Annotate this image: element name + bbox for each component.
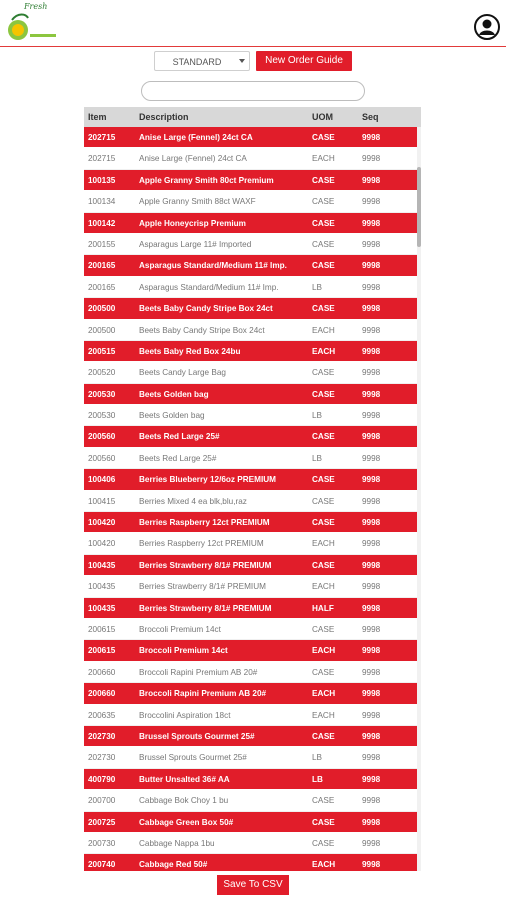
cell-description: Beets Baby Candy Stripe Box 24ct [139, 325, 265, 335]
cell-uom: CASE [312, 175, 335, 185]
cell-seq: 9998 [362, 218, 381, 228]
cell-seq: 9998 [362, 475, 381, 485]
cell-seq: 9998 [362, 175, 381, 185]
table-row[interactable] [84, 384, 417, 405]
table-row[interactable] [84, 812, 417, 833]
cell-seq: 9998 [362, 624, 381, 634]
cell-item: 100420 [88, 539, 116, 549]
cell-description: Apple Granny Smith 88ct WAXF [139, 197, 256, 207]
cell-item: 200530 [88, 389, 116, 399]
logo-text: Fresh [24, 2, 48, 11]
cell-item: 200165 [88, 261, 116, 271]
table-row[interactable] [84, 705, 417, 726]
cell-uom: EACH [312, 646, 336, 656]
cell-item: 200635 [88, 710, 116, 720]
cell-seq: 9998 [362, 796, 381, 806]
cell-description: Beets Golden bag [139, 389, 209, 399]
table-row[interactable] [84, 170, 417, 191]
column-header-seq[interactable]: Seq [362, 112, 379, 122]
cell-item: 200500 [88, 325, 116, 335]
cell-item: 200515 [88, 346, 116, 356]
table-scrollbar[interactable] [417, 127, 421, 871]
guide-select[interactable] [154, 51, 250, 71]
cell-seq: 9998 [362, 838, 381, 848]
cell-uom: CASE [312, 197, 335, 207]
table-row[interactable] [84, 640, 417, 661]
table-row[interactable] [84, 598, 417, 619]
controls-bar [0, 51, 506, 75]
cell-description: Beets Red Large 25# [139, 432, 220, 442]
search-input[interactable] [141, 81, 365, 101]
table-row[interactable] [84, 191, 417, 212]
cell-item: 202715 [88, 154, 116, 164]
cell-uom: EACH [312, 325, 335, 335]
cell-seq: 9998 [362, 346, 381, 356]
cell-item: 200155 [88, 239, 116, 249]
cell-seq: 9998 [362, 411, 381, 421]
save-to-csv-button[interactable]: Save To CSV [217, 875, 289, 895]
cell-seq: 9998 [362, 539, 381, 549]
cell-description: Beets Candy Large Bag [139, 368, 226, 378]
cell-description: Berries Mixed 4 ea blk,blu,raz [139, 496, 247, 506]
cell-uom: CASE [312, 560, 335, 570]
cell-uom: HALF [312, 603, 334, 613]
table-row[interactable] [84, 662, 417, 683]
cell-description: Cabbage Green Box 50# [139, 817, 234, 827]
cell-seq: 9998 [362, 667, 381, 677]
cell-seq: 9998 [362, 518, 381, 528]
cell-description: Asparagus Large 11# Imported [139, 239, 252, 249]
cell-uom: CASE [312, 496, 335, 506]
table-row[interactable] [84, 555, 417, 576]
cell-item: 100420 [88, 518, 116, 528]
cell-seq: 9998 [362, 774, 381, 784]
cell-uom: CASE [312, 304, 335, 314]
cell-uom: CASE [312, 239, 335, 249]
cell-uom: CASE [312, 667, 335, 677]
cell-item: 200660 [88, 667, 116, 677]
table-row[interactable] [84, 255, 417, 276]
cell-seq: 9998 [362, 133, 381, 142]
cell-seq: 9998 [362, 304, 381, 314]
cell-item: 200740 [88, 860, 116, 870]
cell-uom: LB [312, 411, 323, 421]
cell-item: 100142 [88, 218, 116, 228]
cell-description: Butter Unsalted 36# AA [139, 774, 230, 784]
top-bar [0, 0, 506, 47]
table-row[interactable] [84, 683, 417, 704]
cell-uom: CASE [312, 218, 335, 228]
cell-item: 200560 [88, 453, 116, 463]
cell-item: 200530 [88, 411, 116, 421]
cell-uom: CASE [312, 475, 335, 485]
cell-description: Broccoli Rapini Premium AB 20# [139, 689, 267, 699]
cell-uom: EACH [312, 539, 335, 549]
cell-item: 200520 [88, 368, 116, 378]
table-row[interactable] [84, 533, 417, 554]
table-row[interactable] [84, 448, 417, 469]
table-row[interactable] [84, 769, 417, 790]
column-header-item[interactable]: Item [88, 112, 107, 122]
table-row[interactable] [84, 491, 417, 512]
table-row[interactable] [84, 854, 417, 871]
cell-seq: 9998 [362, 560, 381, 570]
cell-item: 202730 [88, 731, 116, 741]
cell-description: Berries Strawberry 8/1# PREMIUM [139, 603, 272, 613]
cell-description: Brussel Sprouts Gourmet 25# [139, 753, 247, 763]
cell-description: Broccoli Rapini Premium AB 20# [139, 667, 258, 677]
cell-seq: 9998 [362, 282, 381, 292]
column-header-description[interactable]: Description [139, 112, 189, 122]
cell-seq: 9998 [362, 261, 381, 271]
cell-uom: CASE [312, 731, 335, 741]
cell-description: Anise Large (Fennel) 24ct CA [139, 154, 247, 164]
cell-uom: EACH [312, 689, 336, 699]
cell-seq: 9998 [362, 710, 381, 720]
cell-description: Beets Red Large 25# [139, 453, 217, 463]
logo-icon [6, 10, 58, 44]
cell-uom: CASE [312, 796, 335, 806]
cell-seq: 9998 [362, 154, 381, 164]
cell-seq: 9998 [362, 603, 381, 613]
user-avatar-icon[interactable] [474, 14, 500, 40]
cell-description: Broccoli Premium 14ct [139, 646, 228, 656]
cell-uom: LB [312, 282, 323, 292]
cell-uom: EACH [312, 710, 335, 720]
cell-seq: 9998 [362, 689, 381, 699]
cell-item: 100135 [88, 175, 116, 185]
cell-description: Cabbage Nappa 1bu [139, 838, 215, 848]
cell-item: 200700 [88, 796, 116, 806]
cell-description: Berries Strawberry 8/1# PREMIUM [139, 582, 266, 592]
cell-seq: 9998 [362, 325, 381, 335]
table-row[interactable] [84, 362, 417, 383]
cell-description: Beets Golden bag [139, 411, 205, 421]
cell-uom: LB [312, 753, 323, 763]
cell-uom: CASE [312, 432, 335, 442]
cell-uom: CASE [312, 261, 335, 271]
cell-item: 100134 [88, 197, 116, 207]
table-row[interactable] [84, 512, 417, 533]
cell-uom: EACH [312, 860, 336, 870]
table-row[interactable] [84, 790, 417, 811]
cell-seq: 9998 [362, 239, 381, 249]
cell-description: Cabbage Bok Choy 1 bu [139, 796, 229, 806]
cell-description: Brussel Sprouts Gourmet 25# [139, 731, 255, 741]
cell-item: 100415 [88, 496, 116, 506]
cell-seq: 9998 [362, 432, 381, 442]
cell-item: 100435 [88, 582, 116, 592]
cell-item: 200165 [88, 282, 116, 292]
cell-uom: CASE [312, 133, 335, 142]
table-row[interactable] [84, 320, 417, 341]
cell-item: 202715 [88, 133, 116, 142]
cell-item: 200615 [88, 646, 116, 656]
cell-item: 100435 [88, 603, 116, 613]
table-row[interactable] [84, 469, 417, 490]
cell-item: 202730 [88, 753, 116, 763]
cell-uom: EACH [312, 346, 336, 356]
table-row[interactable] [84, 726, 417, 747]
cell-seq: 9998 [362, 817, 381, 827]
cell-uom: LB [312, 774, 323, 784]
table-row[interactable] [84, 148, 417, 169]
table-row[interactable] [84, 619, 417, 640]
cell-item: 200660 [88, 689, 116, 699]
guide-select-value: STANDARD [172, 57, 222, 67]
cell-seq: 9998 [362, 368, 381, 378]
cell-seq: 9998 [362, 453, 381, 463]
table-row[interactable] [84, 747, 417, 768]
cell-seq: 9998 [362, 389, 381, 399]
cell-uom: EACH [312, 154, 335, 164]
cell-item: 200500 [88, 304, 116, 314]
cell-description: Apple Honeycrisp Premium [139, 218, 246, 228]
table-row[interactable] [84, 298, 417, 319]
cell-item: 200730 [88, 838, 116, 848]
cell-seq: 9998 [362, 731, 381, 741]
cell-description: Asparagus Standard/Medium 11# Imp. [139, 282, 279, 292]
cell-seq: 9998 [362, 753, 381, 763]
cell-description: Broccoli Premium 14ct [139, 624, 221, 634]
chevron-down-icon [239, 59, 245, 63]
cell-uom: CASE [312, 368, 335, 378]
cell-item: 200560 [88, 432, 116, 442]
table-row[interactable] [84, 127, 417, 148]
table-row[interactable] [84, 576, 417, 597]
cell-item: 100435 [88, 560, 116, 570]
order-guide-table [84, 107, 421, 871]
table-row[interactable] [84, 277, 417, 298]
table-row[interactable] [84, 426, 417, 447]
table-body [84, 127, 417, 871]
table-row[interactable] [84, 341, 417, 362]
cell-description: Beets Baby Candy Stripe Box 24ct [139, 304, 273, 314]
cell-uom: EACH [312, 582, 335, 592]
cell-uom: CASE [312, 817, 335, 827]
table-row[interactable] [84, 833, 417, 854]
cell-description: Broccolini Aspiration 18ct [139, 710, 231, 720]
cell-description: Berries Raspberry 12ct PREMIUM [139, 539, 264, 549]
cell-description: Berries Blueberry 12/6oz PREMIUM [139, 475, 276, 485]
cell-item: 400790 [88, 774, 116, 784]
cell-uom: LB [312, 453, 323, 463]
cell-description: Apple Granny Smith 80ct Premium [139, 175, 274, 185]
cell-seq: 9998 [362, 496, 381, 506]
cell-seq: 9998 [362, 646, 381, 656]
cell-description: Berries Raspberry 12ct PREMIUM [139, 518, 270, 528]
cell-seq: 9998 [362, 582, 381, 592]
cell-seq: 9998 [362, 860, 381, 870]
cell-item: 200615 [88, 624, 116, 634]
table-row[interactable] [84, 234, 417, 255]
table-row[interactable] [84, 213, 417, 234]
cell-description: Beets Baby Red Box 24bu [139, 346, 241, 356]
new-order-guide-button[interactable]: New Order Guide [256, 51, 352, 71]
cell-item: 100406 [88, 475, 116, 485]
cell-uom: CASE [312, 518, 335, 528]
table-header [84, 107, 421, 127]
cell-item: 200725 [88, 817, 116, 827]
column-header-uom[interactable]: UOM [312, 112, 333, 122]
cell-description: Berries Strawberry 8/1# PREMIUM [139, 560, 272, 570]
cell-description: Cabbage Red 50# [139, 860, 208, 870]
scrollbar-thumb[interactable] [417, 167, 421, 247]
cell-uom: CASE [312, 389, 335, 399]
cell-description: Anise Large (Fennel) 24ct CA [139, 133, 253, 142]
cell-uom: CASE [312, 838, 335, 848]
table-row[interactable] [84, 405, 417, 426]
cell-description: Asparagus Standard/Medium 11# Imp. [139, 261, 287, 271]
cell-seq: 9998 [362, 197, 381, 207]
cell-uom: CASE [312, 624, 335, 634]
